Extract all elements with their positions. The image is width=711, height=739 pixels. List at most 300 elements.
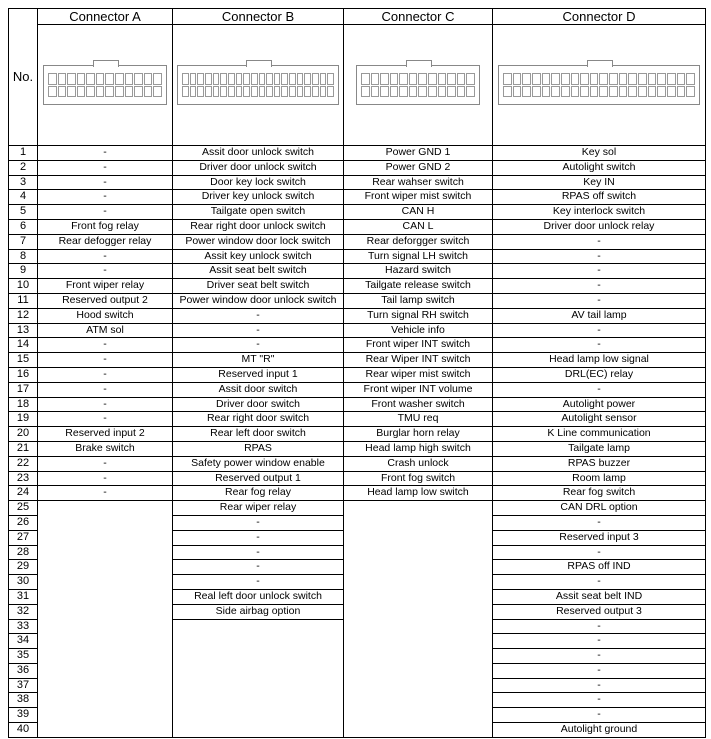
pin-c-function: CAN H (344, 205, 493, 220)
connector-pin (571, 86, 580, 98)
pin-d-function: - (493, 293, 706, 308)
pin-c-function: Front fog switch (344, 471, 493, 486)
connector-pin (447, 73, 456, 85)
table-row (9, 146, 706, 161)
connector-pin (409, 86, 418, 98)
table-row (9, 589, 706, 604)
empty-cell (344, 649, 493, 664)
connector-pin (304, 73, 311, 85)
pin-d-function: Driver door unlock relay (493, 219, 706, 234)
connector-pin (466, 73, 475, 85)
pin-b-function: Rear right door switch (173, 412, 344, 427)
connector-pin (96, 86, 105, 98)
pin-a-function: Front wiper relay (38, 279, 173, 294)
pin-b-function: Door key lock switch (173, 175, 344, 190)
table-row (9, 663, 706, 678)
connector-pin (144, 86, 153, 98)
pin-b-function: Tailgate open switch (173, 205, 344, 220)
table-row (9, 293, 706, 308)
connector-pin (648, 73, 657, 85)
pin-d-function: Autolight sensor (493, 412, 706, 427)
table-row (9, 515, 706, 530)
connector-pin (438, 86, 447, 98)
empty-cell (38, 515, 173, 530)
pin-d-function: - (493, 323, 706, 338)
pin-number: 1 (9, 146, 38, 161)
table-row (9, 693, 706, 708)
pin-d-function: Assit seat belt IND (493, 589, 706, 604)
pin-c-function: TMU req (344, 412, 493, 427)
table-row (9, 441, 706, 456)
table-row (9, 723, 706, 738)
connector-pin (542, 73, 551, 85)
pin-a-function: Reserved input 2 (38, 427, 173, 442)
pin-b-function: Rear wiper relay (173, 501, 344, 516)
pin-a-function: - (38, 486, 173, 501)
pin-d-function: RPAS off switch (493, 190, 706, 205)
connector-pin (220, 86, 227, 98)
empty-cell (344, 589, 493, 604)
connector-pin (327, 86, 334, 98)
pin-d-function: - (493, 575, 706, 590)
connector-pin (105, 73, 114, 85)
connector-pin (304, 86, 311, 98)
connector-pin (297, 86, 304, 98)
pin-d-function: - (493, 338, 706, 353)
pin-b-function: - (173, 308, 344, 323)
connector-pin (657, 86, 666, 98)
connector-pin (205, 73, 212, 85)
pin-b-function: Safety power window enable (173, 456, 344, 471)
pin-d-function: - (493, 264, 706, 279)
connector-pin (522, 73, 531, 85)
pin-c-function: Rear wiper mist switch (344, 367, 493, 382)
pin-number: 34 (9, 634, 38, 649)
connector-pin (96, 73, 105, 85)
pin-number: 11 (9, 293, 38, 308)
pin-c-function: Front wiper INT volume (344, 382, 493, 397)
table-row (9, 619, 706, 634)
empty-cell (38, 530, 173, 545)
table-row (9, 560, 706, 575)
pin-number: 18 (9, 397, 38, 412)
empty-cell (38, 545, 173, 560)
header-connector-d: Connector D (493, 9, 706, 25)
connector-pin (251, 86, 258, 98)
pin-b-function: - (173, 338, 344, 353)
pin-b-function: Assit door switch (173, 382, 344, 397)
connector-pin (266, 86, 273, 98)
connector-pin (590, 73, 599, 85)
connector-pin (447, 86, 456, 98)
pin-a-function: - (38, 175, 173, 190)
pin-d-function: - (493, 249, 706, 264)
pin-number: 10 (9, 279, 38, 294)
empty-cell (38, 575, 173, 590)
connector-pin (105, 86, 114, 98)
table-row (9, 308, 706, 323)
pin-a-function: - (38, 353, 173, 368)
table-row (9, 234, 706, 249)
pin-d-function: Reserved input 3 (493, 530, 706, 545)
pin-d-function: - (493, 693, 706, 708)
pin-b-function: Reserved output 1 (173, 471, 344, 486)
empty-cell (173, 649, 344, 664)
connector-pin (561, 73, 570, 85)
pin-b-function: - (173, 545, 344, 560)
pin-number: 22 (9, 456, 38, 471)
pin-c-function: Rear deforgger switch (344, 234, 493, 249)
pin-c-function: Tailgate release switch (344, 279, 493, 294)
empty-cell (344, 515, 493, 530)
pin-number: 35 (9, 649, 38, 664)
connector-pin (399, 86, 408, 98)
pin-a-function: Reserved output 2 (38, 293, 173, 308)
connector-pin (77, 73, 86, 85)
header-connector-a: Connector A (38, 9, 173, 25)
pin-d-function: RPAS buzzer (493, 456, 706, 471)
pin-b-function: Assit seat belt switch (173, 264, 344, 279)
connector-a-image-cell (38, 25, 173, 146)
empty-cell (38, 663, 173, 678)
pin-a-function: - (38, 264, 173, 279)
empty-cell (173, 678, 344, 693)
connector-pin (503, 73, 512, 85)
pin-number: 2 (9, 160, 38, 175)
connector-image-row (9, 25, 706, 146)
table-row (9, 219, 706, 234)
pin-number: 16 (9, 367, 38, 382)
table-row (9, 382, 706, 397)
pin-number: 29 (9, 560, 38, 575)
connector-pin (580, 86, 589, 98)
connector-pin (371, 86, 380, 98)
pin-d-function: Tailgate lamp (493, 441, 706, 456)
pin-d-function: Key interlock switch (493, 205, 706, 220)
pin-c-function: Front washer switch (344, 397, 493, 412)
connector-pin (580, 73, 589, 85)
pin-number: 12 (9, 308, 38, 323)
table-row (9, 264, 706, 279)
pin-d-function: - (493, 663, 706, 678)
empty-cell (38, 649, 173, 664)
table-row (9, 545, 706, 560)
table-row (9, 412, 706, 427)
pin-a-function: - (38, 190, 173, 205)
pin-number: 20 (9, 427, 38, 442)
empty-cell (173, 663, 344, 678)
empty-cell (173, 619, 344, 634)
connector-pin (667, 73, 676, 85)
pin-d-function: CAN DRL option (493, 501, 706, 516)
connector-pin (312, 73, 319, 85)
empty-cell (344, 575, 493, 590)
table-row (9, 575, 706, 590)
pin-d-function: - (493, 234, 706, 249)
connector-pin (522, 86, 531, 98)
connector-pin (125, 86, 134, 98)
pin-number: 13 (9, 323, 38, 338)
connector-pin (281, 73, 288, 85)
pin-number: 40 (9, 723, 38, 738)
connector-pin (266, 73, 273, 85)
table-row (9, 338, 706, 353)
pin-number: 33 (9, 619, 38, 634)
pin-d-function: RPAS off IND (493, 560, 706, 575)
connector-pin (320, 86, 327, 98)
empty-cell (344, 693, 493, 708)
pin-number: 27 (9, 530, 38, 545)
pin-d-function: Reserved output 3 (493, 604, 706, 619)
pin-a-function: - (38, 456, 173, 471)
pin-number: 26 (9, 515, 38, 530)
pin-b-function: MT "R" (173, 353, 344, 368)
pin-d-function: Key IN (493, 175, 706, 190)
connector-pin (213, 73, 220, 85)
pin-a-function: - (38, 205, 173, 220)
pin-c-function: Tail lamp switch (344, 293, 493, 308)
connector-pin (153, 73, 162, 85)
empty-cell (344, 663, 493, 678)
connector-pin (590, 86, 599, 98)
table-row (9, 427, 706, 442)
empty-cell (38, 693, 173, 708)
connector-pin (289, 73, 296, 85)
connector-pin (609, 73, 618, 85)
pin-b-function: Driver seat belt switch (173, 279, 344, 294)
pin-b-function: Power window door lock switch (173, 234, 344, 249)
connector-pin (67, 73, 76, 85)
pin-c-function: Turn signal RH switch (344, 308, 493, 323)
connector-pin (428, 73, 437, 85)
pin-number: 17 (9, 382, 38, 397)
pin-a-function: - (38, 249, 173, 264)
pin-a-function: - (38, 160, 173, 175)
connector-pin (638, 73, 647, 85)
pin-number: 3 (9, 175, 38, 190)
connector-pin (220, 73, 227, 85)
pin-b-function: Reserved input 1 (173, 367, 344, 382)
connector-pin (213, 86, 220, 98)
pin-d-function: - (493, 279, 706, 294)
pin-b-function: - (173, 575, 344, 590)
connector-pin (619, 73, 628, 85)
empty-cell (38, 723, 173, 738)
pin-number: 24 (9, 486, 38, 501)
pin-number: 19 (9, 412, 38, 427)
connector-pin (648, 86, 657, 98)
table-row (9, 205, 706, 220)
pin-assignment-table (8, 8, 706, 738)
pin-a-function: Hood switch (38, 308, 173, 323)
pin-d-function: DRL(EC) relay (493, 367, 706, 382)
empty-cell (38, 501, 173, 516)
empty-cell (38, 560, 173, 575)
pin-c-function: Front wiper INT switch (344, 338, 493, 353)
empty-cell (344, 678, 493, 693)
connector-pin (327, 73, 334, 85)
table-row (9, 160, 706, 175)
connector-pin (599, 86, 608, 98)
connector-pin (551, 73, 560, 85)
connector-pin (418, 86, 427, 98)
pin-number: 5 (9, 205, 38, 220)
connector-pin (513, 73, 522, 85)
empty-cell (344, 501, 493, 516)
connector-pin (390, 73, 399, 85)
table-row (9, 175, 706, 190)
pin-b-function: - (173, 515, 344, 530)
pin-d-function: - (493, 649, 706, 664)
table-row (9, 249, 706, 264)
connector-pin (361, 86, 370, 98)
connector-pin (561, 86, 570, 98)
connector-pin (58, 86, 67, 98)
pin-number: 38 (9, 693, 38, 708)
pin-d-function: Rear fog switch (493, 486, 706, 501)
connector-pin (361, 73, 370, 85)
pin-d-function: - (493, 545, 706, 560)
header-no: No. (9, 9, 38, 146)
pin-number: 7 (9, 234, 38, 249)
connector-pin (144, 73, 153, 85)
connector-pin (190, 73, 197, 85)
pin-number: 36 (9, 663, 38, 678)
pin-b-function: Rear right door unlock switch (173, 219, 344, 234)
empty-cell (173, 634, 344, 649)
connector-pin (457, 73, 466, 85)
connector-pin (86, 86, 95, 98)
empty-cell (344, 560, 493, 575)
pin-b-function: Driver door unlock switch (173, 160, 344, 175)
connector-pin (320, 73, 327, 85)
connector-pin (532, 73, 541, 85)
connector-pin (513, 86, 522, 98)
connector-pin (251, 73, 258, 85)
connector-pin (312, 86, 319, 98)
connector-pin (399, 73, 408, 85)
connector-pin (503, 86, 512, 98)
connector-c-diagram (356, 65, 480, 105)
pin-d-function: K Line communication (493, 427, 706, 442)
pin-b-function: - (173, 530, 344, 545)
connector-pin (466, 86, 475, 98)
header-connector-b: Connector B (173, 9, 344, 25)
pin-d-function: Head lamp low signal (493, 353, 706, 368)
connector-pin (686, 73, 695, 85)
table-row (9, 604, 706, 619)
table-row (9, 279, 706, 294)
connector-pin (609, 86, 618, 98)
connector-pin (228, 86, 235, 98)
pin-d-function: Key sol (493, 146, 706, 161)
pin-c-function: Rear wahser switch (344, 175, 493, 190)
connector-pin (409, 73, 418, 85)
pin-d-function: - (493, 678, 706, 693)
pin-c-function: Head lamp high switch (344, 441, 493, 456)
connector-pin (190, 86, 197, 98)
connector-pin (686, 86, 695, 98)
connector-pin (571, 73, 580, 85)
connector-pin (289, 86, 296, 98)
pin-a-function: - (38, 382, 173, 397)
connector-pin (197, 73, 204, 85)
table-row (9, 471, 706, 486)
pin-c-function: Crash unlock (344, 456, 493, 471)
pin-d-function: Autolight power (493, 397, 706, 412)
table-row (9, 486, 706, 501)
connector-a-diagram (43, 65, 167, 105)
table-row (9, 353, 706, 368)
connector-pin (58, 73, 67, 85)
connector-pin (259, 73, 266, 85)
table-row (9, 634, 706, 649)
header-row (9, 9, 706, 25)
connector-pin (677, 73, 686, 85)
pin-c-function: Rear Wiper INT switch (344, 353, 493, 368)
pin-a-function: - (38, 412, 173, 427)
connector-pin (428, 86, 437, 98)
empty-cell (344, 545, 493, 560)
pin-c-function: Hazard switch (344, 264, 493, 279)
pin-c-function: Turn signal LH switch (344, 249, 493, 264)
connector-pin (182, 73, 189, 85)
pin-b-function: Assit key unlock switch (173, 249, 344, 264)
empty-cell (38, 604, 173, 619)
connector-b-image-cell (173, 25, 344, 146)
pin-a-function: - (38, 338, 173, 353)
pin-number: 15 (9, 353, 38, 368)
pin-number: 6 (9, 219, 38, 234)
pin-number: 25 (9, 501, 38, 516)
connector-pin (77, 86, 86, 98)
connector-pin (438, 73, 447, 85)
connector-pin (542, 86, 551, 98)
connector-pin (134, 86, 143, 98)
table-row (9, 678, 706, 693)
table-row (9, 501, 706, 516)
empty-cell (38, 634, 173, 649)
connector-pin (371, 73, 380, 85)
pin-number: 32 (9, 604, 38, 619)
pin-d-function: - (493, 634, 706, 649)
connector-pin (182, 86, 189, 98)
connector-pin (134, 73, 143, 85)
pin-c-function: Vehicle info (344, 323, 493, 338)
connector-pin (457, 86, 466, 98)
pin-b-function: Rear fog relay (173, 486, 344, 501)
pin-a-function: - (38, 367, 173, 382)
empty-cell (344, 619, 493, 634)
pin-d-function: - (493, 619, 706, 634)
pin-number: 8 (9, 249, 38, 264)
table-row (9, 649, 706, 664)
connector-pin (532, 86, 541, 98)
connector-pin (418, 73, 427, 85)
connector-pin (228, 73, 235, 85)
connector-pin (243, 73, 250, 85)
pin-number: 4 (9, 190, 38, 205)
pin-number: 9 (9, 264, 38, 279)
pin-a-function: ATM sol (38, 323, 173, 338)
connector-pin (297, 73, 304, 85)
connector-pin (259, 86, 266, 98)
pin-b-function: - (173, 560, 344, 575)
connector-pin (628, 73, 637, 85)
connector-d-image-cell (493, 25, 706, 146)
pin-c-function: Power GND 1 (344, 146, 493, 161)
pin-d-function: AV tail lamp (493, 308, 706, 323)
